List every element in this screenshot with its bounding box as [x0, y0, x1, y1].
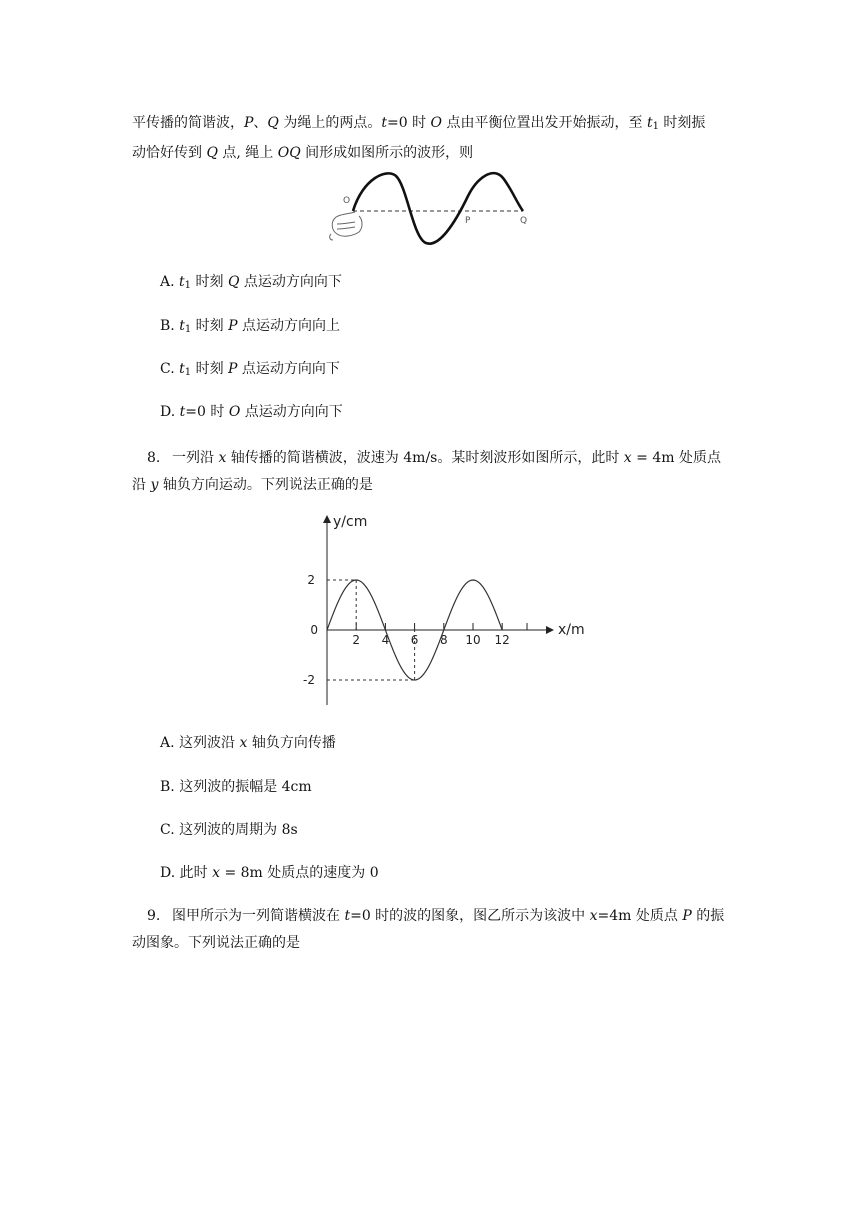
q7-stem-line-1: 平传播的简谐波，P、Q 为绳上的两点。t=0 时 O 点由平衡位置出发开始振动，至 $t_1$ 时刻振: [132, 115, 706, 132]
y-tick-label: 0: [310, 623, 318, 637]
q8-option-b: B. 这列波的振幅是 4cm: [160, 779, 312, 795]
label-p: P: [465, 216, 471, 226]
q7-rope-wave-figure: [325, 168, 535, 252]
label-q: Q: [520, 216, 528, 226]
x-tick-label: 10: [465, 633, 481, 647]
q8-option-c: C. 这列波的周期为 8s: [160, 822, 298, 838]
label-o: O: [343, 196, 351, 206]
x-axis-arrow: [546, 626, 554, 634]
q8-option-d: D. 此时 x = 8m 处质点的速度为 0: [160, 865, 379, 881]
hand-icon: [330, 212, 362, 240]
q7-option-b: B. $t_1$ 时刻 P 点运动方向向上: [160, 318, 340, 335]
q8-number: 8.: [147, 450, 161, 466]
x-axis-label: x/m: [558, 622, 585, 638]
y-axis-label: y/cm: [333, 514, 368, 530]
q7-option-c: C. $t_1$ 时刻 P 点运动方向向下: [160, 361, 340, 378]
x-tick-label: 12: [494, 633, 510, 647]
q9-stem-line-2: 动图象。下列说法正确的是: [132, 935, 300, 951]
y-axis-arrow: [323, 515, 331, 523]
y-tick-label: 2: [307, 573, 315, 587]
q9-number: 9.: [147, 908, 161, 924]
x-tick-label: 4: [381, 633, 390, 647]
q8-stem-line-2: 沿 y 轴负方向运动。下列说法正确的是: [132, 477, 373, 493]
y-tick-label: -2: [303, 673, 315, 687]
q8-option-a: A. 这列波沿 x 轴负方向传播: [160, 735, 336, 751]
x-tick-label: 6: [410, 633, 419, 647]
q8-wave-chart: [290, 505, 590, 715]
q7-stem-line-2: 动恰好传到 Q 点, 绳上 OQ 间形成如图所示的波形，则: [132, 145, 474, 161]
q7-option-d: D. t=0 时 O 点运动方向向下: [160, 404, 343, 420]
x-tick-label: 8: [439, 633, 448, 647]
q8-stem-line-1: 一列沿 x 轴传播的简谐横波，波速为 4m/s。某时刻波形如图所示，此时 x = 4m 处质点: [172, 450, 721, 466]
rope-wave-curve: [353, 173, 523, 243]
x-tick-label: 2: [352, 633, 361, 647]
q7-option-a: A. $t_1$ 时刻 Q 点运动方向向下: [160, 274, 342, 291]
q9-stem-line-1: 图甲所示为一列简谐横波在 t=0 时的波的图象，图乙所示为该波中 x=4m 处质点 P 的振: [172, 908, 725, 924]
